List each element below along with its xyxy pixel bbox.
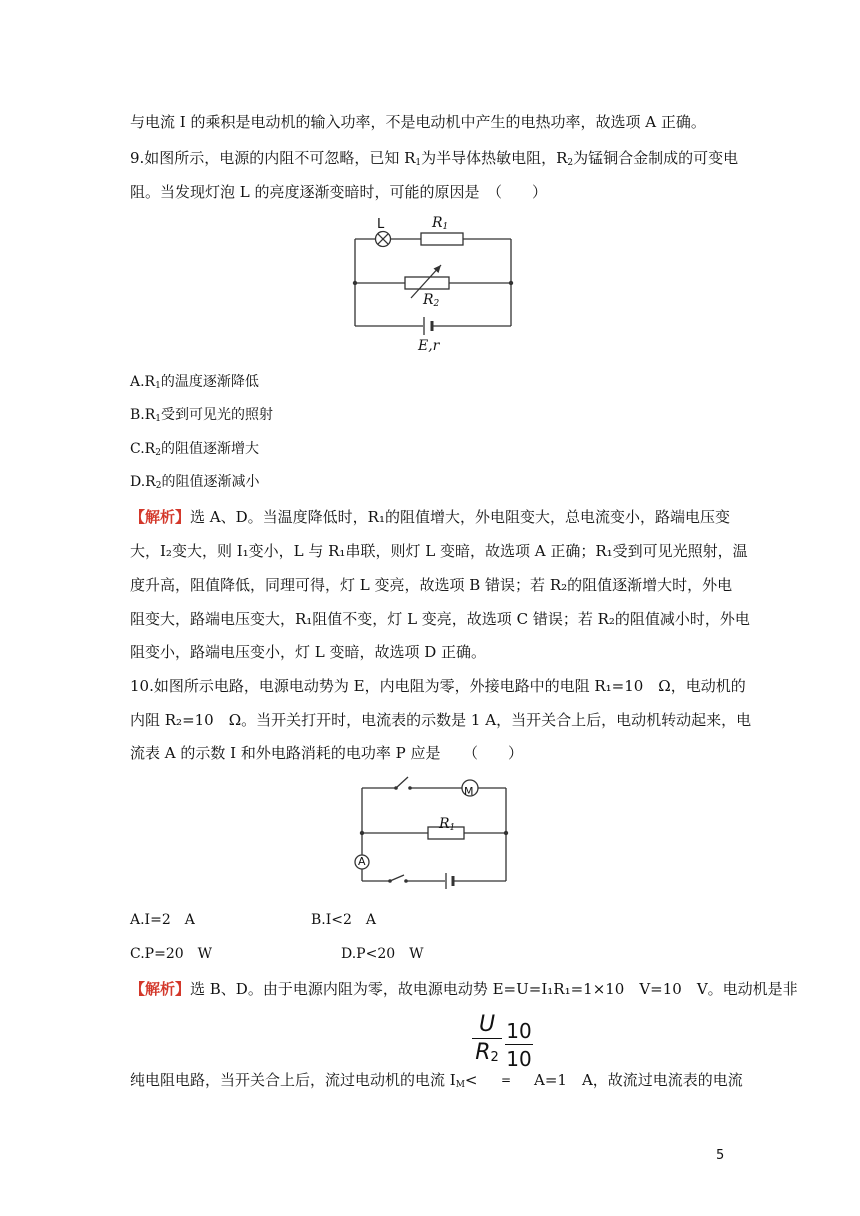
switch-icon (396, 777, 408, 788)
fraction-numerator: U (478, 1012, 496, 1037)
q10-option-d[interactable]: D.P<20 W (341, 946, 424, 962)
option-text: A.R (130, 374, 156, 390)
source-label: E,r (418, 338, 440, 354)
option-text: 的温度逐渐降低 (160, 374, 259, 390)
option-sub: 1 (155, 381, 161, 391)
intro-line: 与电流 I 的乘积是电动机的输入功率，不是电动机中产生的电热功率，故选项 A 正确。 (130, 113, 706, 131)
analysis-text: 选 A、D。当温度降低时，R₁的阻值增大，外电阻变大，总电流变小，路端电压变 (190, 508, 730, 526)
r1-label (432, 211, 448, 239)
analysis-text: 选 B、D。由于电源内阻为零，故电源电动势 E=U=I₁R₁=1×10 V=10 V。电动机是非 (190, 980, 798, 998)
q9-option-a[interactable] (130, 370, 259, 398)
switch-icon (390, 875, 404, 881)
option-text: D.R (130, 474, 156, 490)
q10-option-a[interactable]: A.I=2 A (130, 912, 195, 928)
option-text: 受到可见光的照射 (161, 407, 274, 423)
option-text: 的阻值逐渐增大 (160, 441, 259, 457)
q9-stem-part: 为锰铜合金制成的可变电 (573, 149, 739, 167)
q10-stem-line-3: 流表 A 的示数 I 和外电路消耗的电功率 P 应是 （ ） (130, 744, 523, 762)
q10-stem-line-1: 10.如图所示电路，电源电动势为 E，内电阻为零，外接电路中的电阻 R₁=10 Ω，电动机的 (130, 677, 746, 695)
fraction-equals: = (501, 1073, 512, 1087)
q9-analysis-line-1 (130, 505, 730, 529)
analysis-tag: 【解析】 (130, 508, 191, 526)
r2-label (423, 288, 439, 316)
q9-stem-part: 为半导体热敏电阻，R (421, 149, 568, 167)
r2-label-main: R (423, 292, 434, 308)
option-text: B.R (130, 407, 156, 423)
q9-analysis-line-5: 阻变小，路端电压变小，灯 L 变暗，故选项 D 正确。 (130, 643, 487, 661)
r2-label-sub: 2 (433, 299, 440, 309)
analysis-tag: 【解析】 (130, 980, 191, 998)
motor-label: M (464, 785, 474, 798)
option-text: 的阻值逐渐减小 (161, 474, 260, 490)
q9-stem-line-1 (130, 146, 738, 175)
q10-option-b[interactable]: B.I<2 A (311, 912, 377, 928)
q9-stem-sub: 2 (567, 158, 574, 168)
q9-analysis-line-3: 度升高，阻值降低，同理可得，灯 L 变亮，故选项 B 错误；若 R₂的阻值逐渐增大时，外电 (130, 576, 733, 594)
fraction-10-over-10 (505, 1018, 533, 1073)
q10-r1-label-sub: 1 (449, 823, 456, 833)
fraction-denominator: 10 (506, 1047, 532, 1071)
analysis-text: < (464, 1071, 478, 1089)
q9-stem-part: 9.如图所示，电源的内阻不可忽略，已知 R (130, 149, 416, 167)
q10-r1-label-main: R (439, 816, 450, 832)
fraction-r: R (475, 1040, 491, 1065)
fraction-numerator: 10 (506, 1019, 532, 1043)
option-text: C.R (130, 441, 156, 457)
q9-option-b[interactable] (130, 403, 273, 431)
analysis-sub: M (455, 1080, 465, 1090)
q10-circuit-diagram (348, 774, 518, 894)
option-sub: 2 (155, 448, 161, 458)
q10-analysis-line-2 (130, 1068, 478, 1097)
r1-label-sub: 1 (442, 222, 449, 232)
q10-r1-label (439, 812, 455, 840)
q9-analysis-line-2: 大，I₂变大，则 I₁变小，L 与 R₁串联，则灯 L 变暗，故选项 A 正确；R₁受到可见光照射，温 (130, 542, 748, 560)
q10-analysis-line-1 (130, 977, 798, 1001)
option-sub: 1 (155, 414, 162, 424)
ammeter-label: A (358, 855, 366, 868)
fraction-u-over-r2 (472, 1012, 502, 1072)
q10-analysis-line-2-tail: A=1 A，故流过电流表的电流 (534, 1071, 743, 1089)
q9-stem-line-2: 阻。当发现灯泡 L 的亮度逐渐变暗时，可能的原因是 （ ） (130, 183, 547, 201)
q10-option-c[interactable]: C.P=20 W (130, 946, 213, 962)
lamp-label: L (377, 217, 385, 232)
q9-analysis-line-4: 阻变大，路端电压变大，R₁阻值不变，灯 L 变亮，故选项 C 错误；若 R₂的阻值减小时，外电 (130, 610, 750, 628)
fraction-r-sub: 2 (490, 1050, 499, 1065)
page-number: 5 (716, 1148, 725, 1163)
q10-stem-line-2: 内阻 R₂=10 Ω。当开关打开时，电流表的示数是 1 A，当开关合上后，电动机转动起来，电 (130, 711, 752, 729)
q9-option-c[interactable] (130, 437, 259, 465)
r1-label-main: R (432, 215, 443, 231)
option-sub: 2 (155, 481, 162, 491)
analysis-text: 纯电阻电路，当开关合上后，流过电动机的电流 I (130, 1071, 456, 1089)
q9-stem-sub: 1 (415, 158, 422, 168)
q9-option-d[interactable] (130, 470, 259, 498)
